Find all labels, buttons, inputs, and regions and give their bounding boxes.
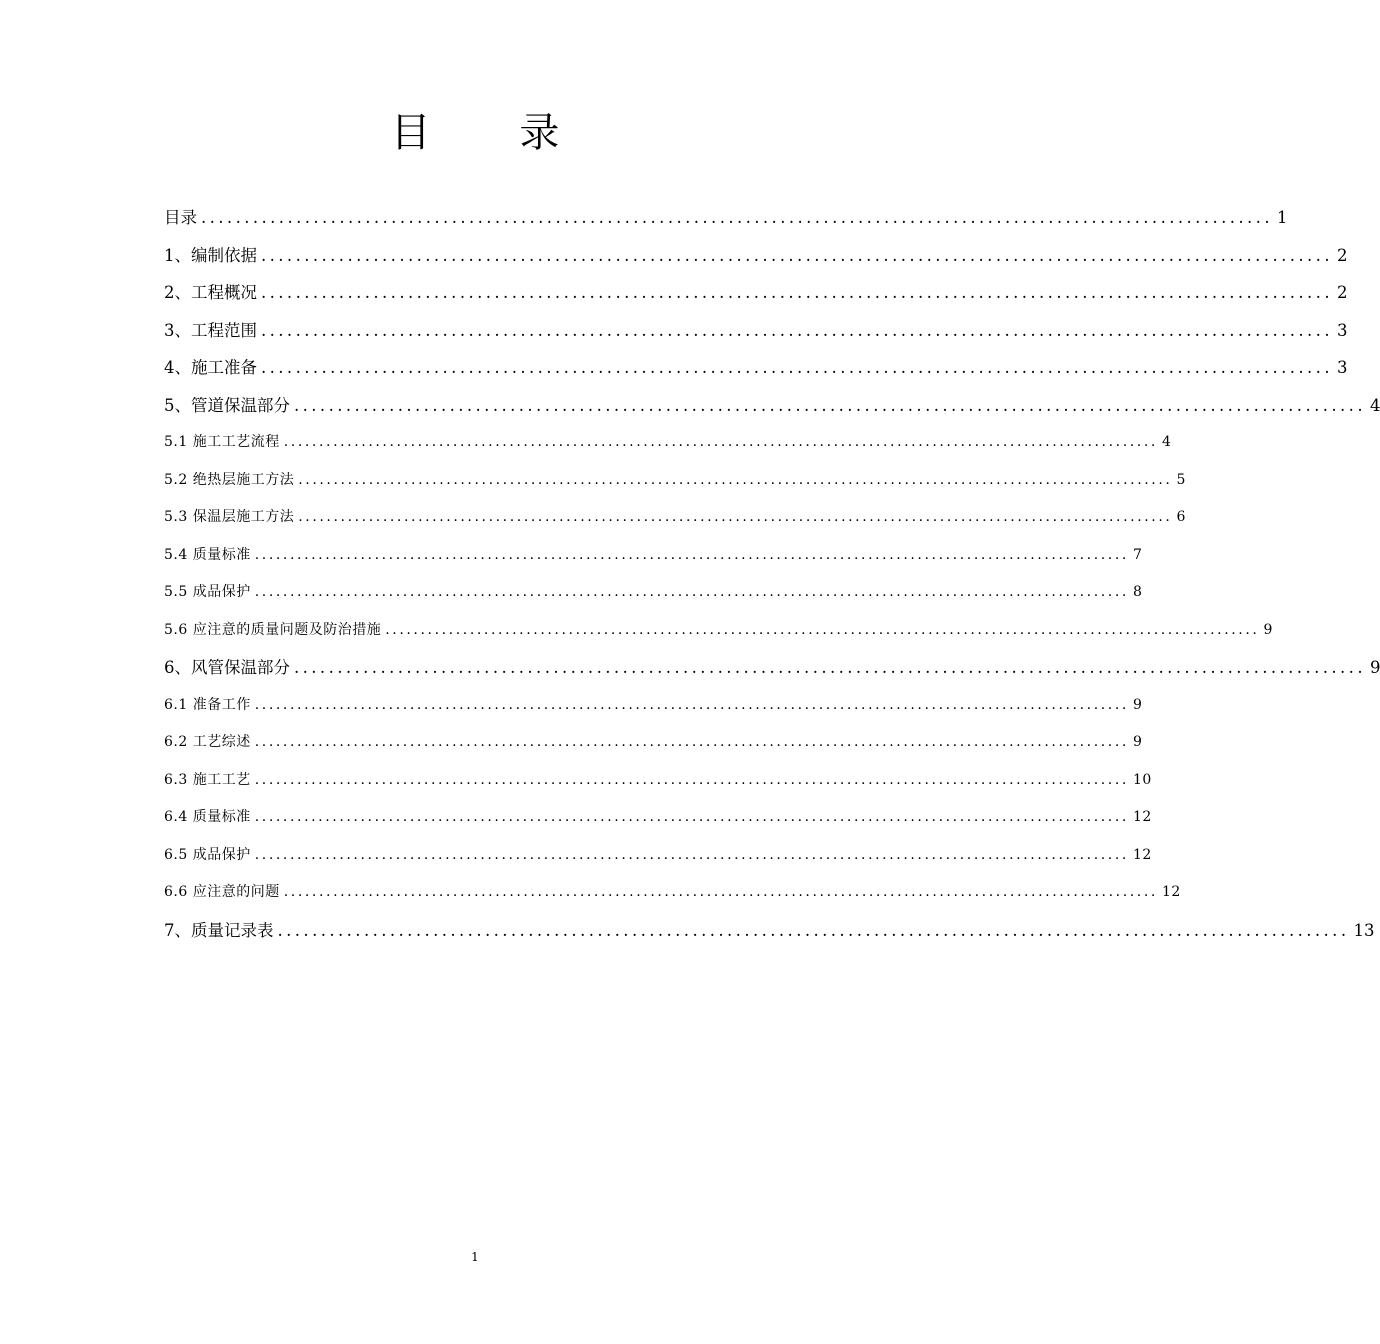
toc-entry-title: 6.5 成品保护	[164, 846, 251, 863]
toc-entry-title: 7、质量记录表	[164, 920, 274, 940]
toc-entry-page: 4	[1161, 434, 1172, 450]
toc-entry-title: 1、编制依据	[164, 245, 257, 265]
toc-entry-page: 9	[1369, 658, 1380, 677]
toc-entry-page: 4	[1369, 395, 1380, 415]
toc-entry-title: 5.6 应注意的质量问题及防治措施	[164, 621, 382, 638]
toc-entry-title: 5.1 施工工艺流程	[164, 434, 280, 450]
toc-entry-page: 12	[1132, 846, 1152, 863]
toc-dot-leader: ............................................................................................................................	[283, 884, 1158, 900]
toc-entry-title: 6、风管保温部分	[164, 658, 290, 677]
toc-entry-section-7[interactable]	[164, 912, 1375, 950]
toc-entry-title: 6.1 准备工作	[164, 696, 251, 713]
toc-entry-page: 7	[1132, 546, 1143, 563]
toc-dot-leader: ............................................................................................................................	[254, 809, 1129, 825]
toc-entry-contents[interactable]	[164, 199, 1288, 237]
toc-dot-leader: ............................................................................................................................	[201, 208, 1273, 227]
toc-dot-leader: ............................................................................................................................	[294, 658, 1366, 677]
toc-dot-leader: ............................................................................................................................	[261, 283, 1333, 302]
toc-entry-title: 2、工程概况	[164, 283, 257, 302]
toc-dot-leader: ............................................................................................................................	[254, 846, 1129, 863]
toc-entry-section-5[interactable]	[164, 387, 1380, 425]
toc-entry-page: 9	[1132, 696, 1143, 713]
page-title: 目 录	[390, 110, 598, 156]
toc-entry-section-6[interactable]	[164, 649, 1380, 687]
toc-entry-page: 3	[1336, 320, 1348, 340]
toc-entry-title: 5.4 质量标准	[164, 546, 251, 563]
toc-entry-page: 12	[1161, 884, 1181, 900]
toc-dot-leader: ............................................................................................................................	[254, 734, 1129, 750]
toc-entry-title: 6.3 施工工艺	[164, 771, 251, 788]
toc-entry-title: 目录	[164, 208, 197, 227]
toc-entry-section-5-6[interactable]	[164, 612, 1273, 650]
toc-dot-leader: ............................................................................................................................	[277, 920, 1350, 940]
toc-dot-leader: ............................................................................................................................	[254, 771, 1129, 788]
toc-entry-page: 13	[1353, 920, 1375, 940]
toc-dot-leader: ............................................................................................................................	[261, 358, 1333, 377]
toc-entry-page: 3	[1336, 358, 1348, 377]
toc-entry-title: 6.6 应注意的问题	[164, 884, 280, 900]
toc-dot-leader: ............................................................................................................................	[298, 471, 1173, 488]
toc-entry-page: 1	[1276, 208, 1288, 227]
toc-dot-leader: ............................................................................................................................	[298, 509, 1173, 525]
toc-entry-section-4[interactable]	[164, 349, 1348, 387]
toc-entry-title: 5.5 成品保护	[164, 584, 251, 600]
toc-entry-title: 6.4 质量标准	[164, 809, 251, 825]
toc-entry-page: 6	[1176, 509, 1186, 525]
toc-entry-section-5-2[interactable]	[164, 462, 1186, 500]
toc-entry-section-5-3[interactable]	[164, 499, 1186, 537]
toc-entry-section-5-4[interactable]	[164, 537, 1143, 575]
toc-entry-page: 10	[1132, 771, 1152, 788]
footer-page-number: 1	[471, 1250, 479, 1264]
toc-entry-page: 9	[1263, 621, 1273, 638]
toc-entry-section-6-6[interactable]	[164, 874, 1181, 912]
toc-entry-page: 5	[1176, 471, 1186, 488]
toc-entry-section-6-3[interactable]	[164, 762, 1152, 800]
toc-dot-leader: ............................................................................................................................	[385, 621, 1260, 638]
toc-entry-title: 5.3 保温层施工方法	[164, 509, 295, 525]
toc-entry-page: 2	[1336, 245, 1348, 265]
toc-entry-section-5-5[interactable]	[164, 574, 1143, 612]
toc-entry-page: 12	[1132, 809, 1152, 825]
toc-entry-page: 2	[1336, 283, 1348, 302]
toc-entry-page: 8	[1132, 584, 1143, 600]
toc-dot-leader: ............................................................................................................................	[254, 546, 1129, 563]
toc-dot-leader: ............................................................................................................................	[261, 245, 1333, 265]
toc-dot-leader: ............................................................................................................................	[254, 696, 1129, 713]
toc-entry-section-6-2[interactable]	[164, 724, 1143, 762]
toc-dot-leader: ............................................................................................................................	[294, 395, 1366, 415]
toc-entry-section-6-4[interactable]	[164, 799, 1152, 837]
toc-entry-section-1[interactable]	[164, 237, 1348, 275]
toc-entry-section-5-1[interactable]	[164, 424, 1172, 462]
toc-entry-section-2[interactable]	[164, 274, 1348, 312]
toc-dot-leader: ............................................................................................................................	[254, 584, 1129, 600]
toc-entry-section-6-5[interactable]	[164, 837, 1152, 875]
toc-dot-leader: ............................................................................................................................	[283, 434, 1158, 450]
toc-entry-title: 3、工程范围	[164, 320, 257, 340]
toc-entry-page: 9	[1132, 734, 1143, 750]
toc-entry-title: 6.2 工艺综述	[164, 734, 251, 750]
toc-entry-title: 5、管道保温部分	[164, 395, 290, 415]
toc-dot-leader: ............................................................................................................................	[261, 320, 1333, 340]
toc-entry-title: 5.2 绝热层施工方法	[164, 471, 295, 488]
toc-entry-section-6-1[interactable]	[164, 687, 1143, 725]
toc-entry-section-3[interactable]	[164, 312, 1348, 350]
toc-entry-title: 4、施工准备	[164, 358, 257, 377]
table-of-contents	[164, 199, 1380, 949]
